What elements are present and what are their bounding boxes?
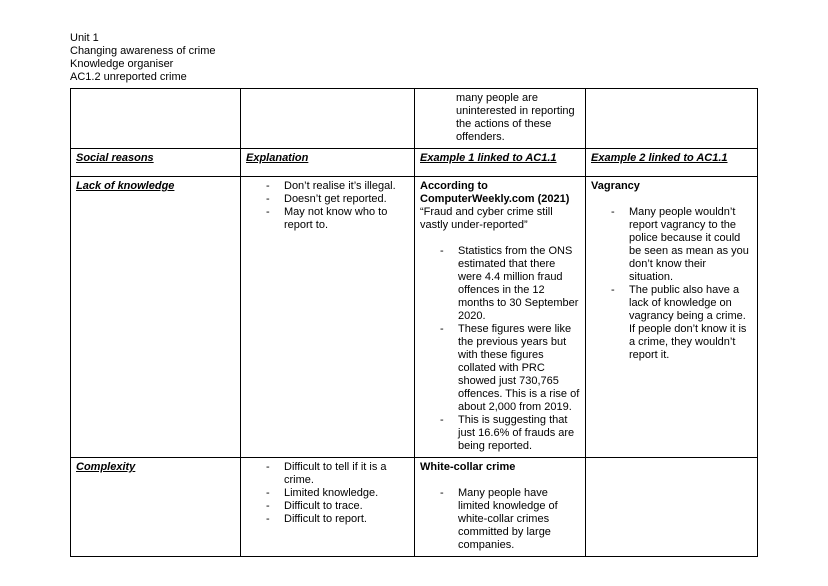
table-row-complexity <box>71 458 758 557</box>
example2-bullet <box>611 206 752 284</box>
header-line-organiser: Knowledge organiser <box>70 58 174 70</box>
bullet-text: - Difficult to report. <box>284 513 367 525</box>
cell-example1 <box>415 458 586 557</box>
table-row-continuation <box>71 89 758 149</box>
explanation-bullet <box>266 500 409 513</box>
column-header-explanation: Explanation <box>241 149 415 177</box>
bullet-text: - Many people have limited knowledge of white-collar crimes committed by large companies. <box>458 487 558 551</box>
bullet-text: - Many people wouldn’t report vagrancy to the police because it could be seen as mean as you don’t know their situation. <box>629 206 749 283</box>
cell-empty <box>241 89 415 149</box>
cell-example2 <box>586 177 758 458</box>
example1-bullet <box>440 414 580 453</box>
social-reason-label: Complexity <box>76 461 136 473</box>
column-header-social-reasons: Social reasons <box>71 149 241 177</box>
cell-empty <box>71 89 241 149</box>
explanation-bullet <box>266 487 409 500</box>
cell-explanation <box>241 177 415 458</box>
table-header-row <box>71 149 758 177</box>
knowledge-organiser-table <box>70 88 758 557</box>
example1-bullet <box>440 487 580 552</box>
example1-heading: White-collar crime <box>420 461 516 473</box>
example2-bullet <box>611 284 752 362</box>
bullet-text: - Limited knowledge. <box>284 487 379 499</box>
bullet-text: - Difficult to tell if it is a crime. <box>284 461 387 486</box>
bullet-text: - These figures were like the previous years but with these figures collated with PRC showed just 730,765 offences. This is a rise of about 2,000 from 2019. <box>458 323 580 413</box>
explanation-bullet <box>266 461 409 487</box>
cell-continuation <box>415 89 586 149</box>
explanation-bullet <box>266 513 409 526</box>
bullet-text: - Doesn’t get reported. <box>284 193 387 205</box>
example1-heading: According to ComputerWeekly.com (2021) <box>420 180 570 205</box>
explanation-bullet <box>266 180 409 193</box>
explanation-bullet <box>266 193 409 206</box>
cell-social-reason <box>71 177 241 458</box>
cell-example2 <box>586 458 758 557</box>
example1-quote: “Fraud and cyber crime still vastly under-reported” <box>420 206 553 231</box>
header-line-ac: AC1.2 unreported crime <box>70 71 187 83</box>
column-header-example2: Example 2 linked to AC1.1 <box>586 149 758 177</box>
cell-social-reason <box>71 458 241 557</box>
cell-explanation <box>241 458 415 557</box>
bullet-text: - May not know who to report to. <box>284 206 388 231</box>
document-header <box>70 32 216 84</box>
header-line-unit: Unit 1 <box>70 32 99 44</box>
bullet-text: - Statistics from the ONS estimated that there were 4.4 million fraud offences in the 12 months to 30 September 2020. <box>458 245 579 322</box>
continuation-text: many people are uninterested in reporting the actions of these offenders. <box>456 92 575 143</box>
column-header-example1: Example 1 linked to AC1.1 <box>415 149 586 177</box>
bullet-text: - Don’t realise it’s illegal. <box>284 180 396 192</box>
social-reason-label: Lack of knowledge <box>76 180 175 192</box>
header-line-title: Changing awareness of crime <box>70 45 216 57</box>
cell-empty <box>586 89 758 149</box>
example2-heading: Vagrancy <box>591 180 640 192</box>
bullet-text: - This is suggesting that just 16.6% of frauds are being reported. <box>458 414 575 452</box>
example1-bullet <box>440 323 580 414</box>
bullet-text: - Difficult to trace. <box>284 500 363 512</box>
example1-bullet <box>440 245 580 323</box>
bullet-text: - The public also have a lack of knowledge on vagrancy being a crime. If people don’t know it is a crime, they wouldn’t report it. <box>629 284 747 361</box>
explanation-bullet <box>266 206 409 232</box>
cell-example1 <box>415 177 586 458</box>
table-row-lack-of-knowledge <box>71 177 758 458</box>
